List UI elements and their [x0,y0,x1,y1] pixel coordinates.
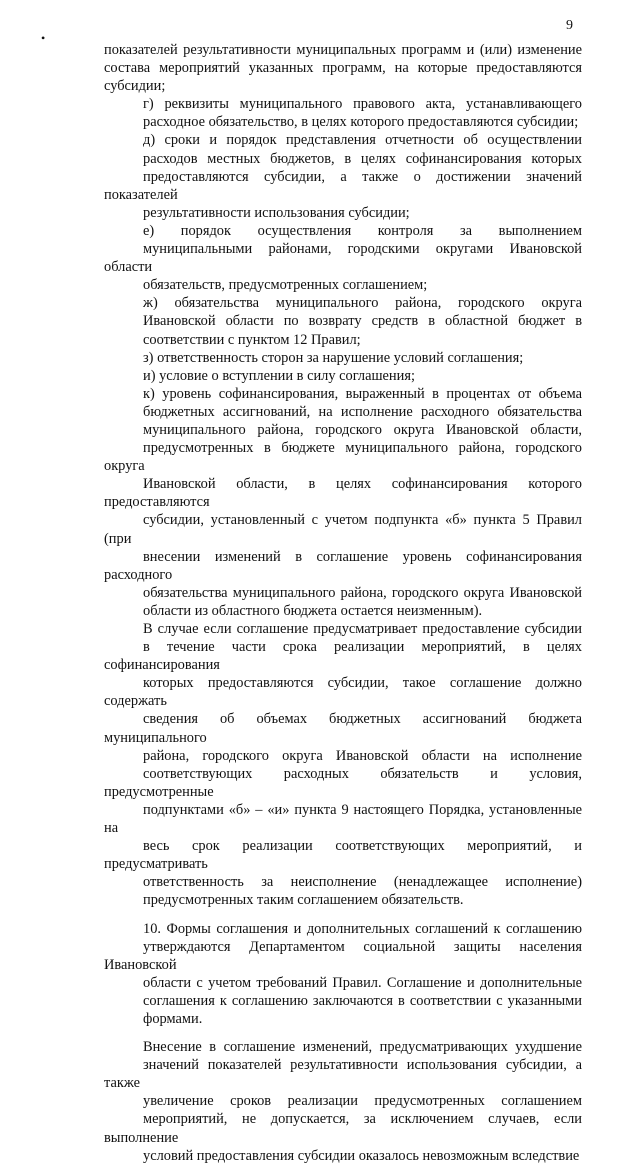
text-line: к) уровень софинансирования, выраженный в процентах от объема [143,385,582,402]
text-line: субсидии; [104,78,166,95]
text-line: расходное обязательство, в целях которого предоставляются субсидии; [143,114,579,131]
text-line: В случае если соглашение предусматривает предоставление субсидии [143,621,582,637]
paragraph-p3 [104,131,582,221]
text-line: муниципальными районами, городскими округами Ивановской области [104,241,582,276]
paragraph-p5 [104,294,582,348]
scan-mark: • [41,31,46,45]
paragraph-p11 [104,1038,582,1165]
text-line: предусмотренных в бюджете муниципального района, городского округа [104,440,582,475]
text-line: области с учетом требований Правил. Соглашение и дополнительные [143,974,582,991]
text-line: ответственность за неисполнение (ненадлежащее исполнение) [143,874,582,891]
text-line: бюджетных ассигнований, на исполнение расходного обязательства [143,403,582,420]
text-line: соответствии с пунктом 12 Правил; [143,331,361,348]
text-line: з) ответственность сторон за нарушение условий соглашения; [143,349,524,366]
text-line: весь срок реализации соответствующих мероприятий, и предусматривать [104,838,582,873]
paragraph-p7 [104,367,582,385]
text-line: области из областного бюджета остается неизменным). [143,602,483,619]
text-line: Внесение в соглашение изменений, предусматривающих ухудшение [143,1039,582,1056]
text-line: 10. Формы соглашения и дополнительных соглашений к соглашению [143,920,582,937]
text-line: обязательства муниципального района, городского округа Ивановской [143,584,582,601]
text-line: условий предоставления субсидии оказалось невозможным вследствие [143,1147,580,1164]
text-line: значений показателей результативности использования субсидии, а также [104,1057,582,1092]
text-line: которых предоставляются субсидии, такое соглашение должно содержать [104,675,582,710]
text-line: сведения об объемах бюджетных ассигнований бюджета муниципального [104,711,582,746]
text-line: соглашения к соглашению заключаются в соответствии с указанными [143,992,582,1009]
text-line: района, городского округа Ивановской области на исполнение [143,747,582,764]
text-line: в течение части срока реализации мероприятий, в целях софинансирования [104,639,582,674]
paragraph-p10 [104,920,582,1029]
text-line: предоставляются субсидии, а также о достижении значений показателей [104,168,582,203]
paragraph-p4 [104,222,582,294]
text-line: соответствующих расходных обязательств и условия, предусмотренные [104,765,582,800]
text-line: состава мероприятий указанных программ, на которые предоставляются [104,60,582,77]
text-line: показателей результативности муниципальных программ и (или) изменение [104,42,582,58]
document-body [104,41,582,1165]
text-line: расходов местных бюджетов, в целях софинансирования которых [143,150,582,167]
text-line: субсидии, установленный с учетом подпункта «б» пункта 5 Правил (при [104,512,582,547]
paragraph-p9 [104,620,582,910]
text-line: Ивановской области по возврату средств в областной бюджет в [143,313,582,330]
text-line: подпунктами «б» – «и» пункта 9 настоящего Порядка, установленные на [104,801,582,837]
paragraph-p1 [104,41,582,95]
paragraph-p2 [104,95,582,131]
text-line: е) порядок осуществления контроля за выполнением [143,222,582,239]
text-line: внесении изменений в соглашение уровень софинансирования расходного [104,548,582,583]
text-line: результативности использования субсидии; [143,204,410,221]
text-line: увеличение сроков реализации предусмотренных соглашением [143,1093,582,1110]
text-line: ж) обязательства муниципального района, городского округа [143,295,582,312]
text-line: предусмотренных таким соглашением обязательств. [143,892,464,909]
text-line: д) сроки и порядок представления отчетности об осуществлении [143,132,582,149]
text-line: Ивановской области, в целях софинансирования которого предоставляются [104,476,582,511]
text-line: муниципального района, городского округа Ивановской области, [143,421,582,438]
paragraph-p8 [104,385,582,620]
text-line: утверждаются Департаментом социальной защиты населения Ивановской [104,938,582,973]
text-line: и) условие о вступлении в силу соглашения; [143,367,415,384]
text-line: г) реквизиты муниципального правового акта, устанавливающего [143,96,582,113]
page-number: 9 [566,18,573,33]
text-line: мероприятий, не допускается, за исключением случаев, если выполнение [104,1111,582,1146]
text-line: обязательств, предусмотренных соглашением; [143,277,428,294]
paragraph-p6 [104,349,582,367]
text-line: формами. [143,1010,203,1027]
